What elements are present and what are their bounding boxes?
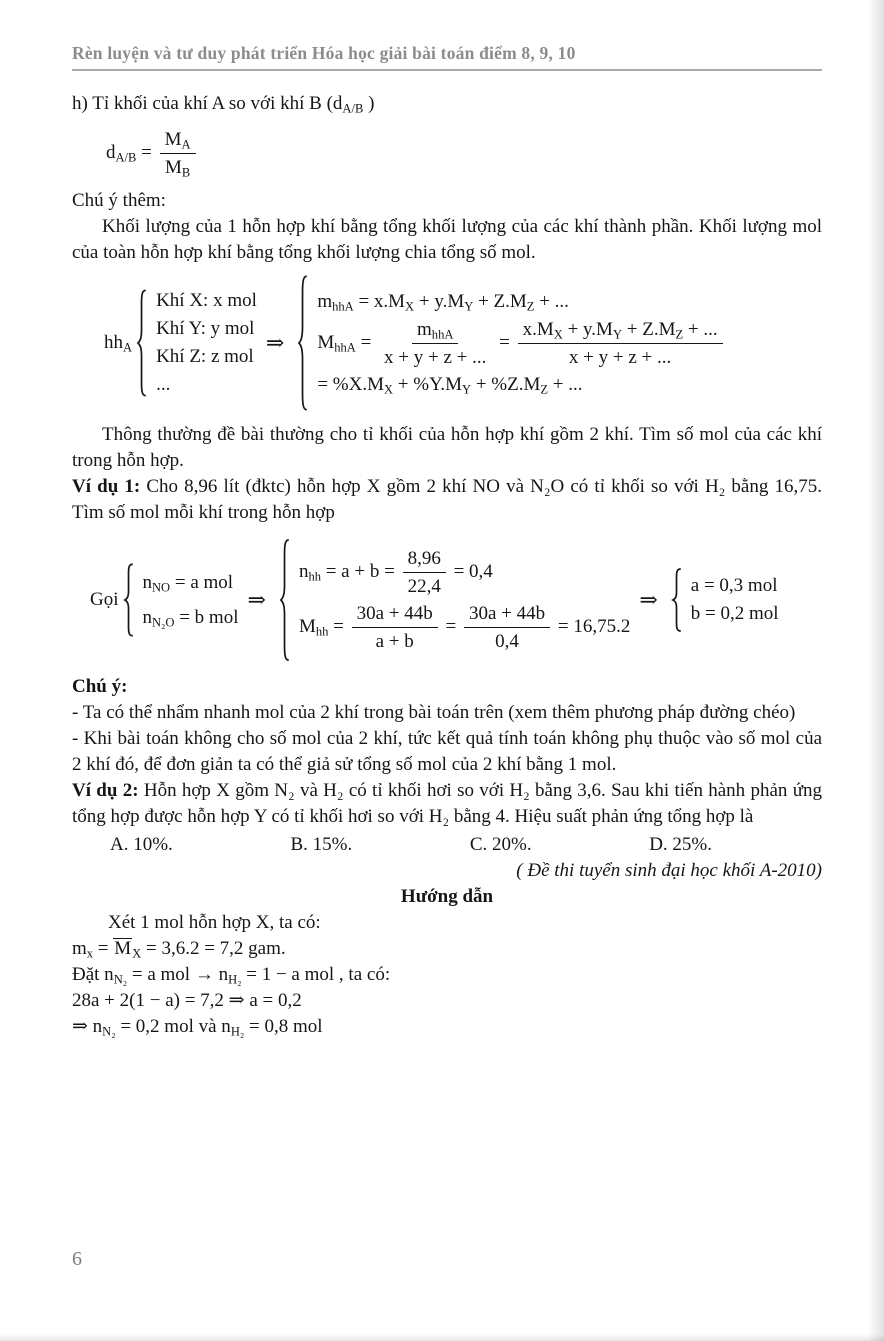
answer-option-c: C. 20%. (469, 834, 532, 855)
gas-y-line: Khí Y: y mol (156, 318, 255, 339)
curly-brace-icon (136, 287, 149, 399)
gas-components-stack (152, 288, 257, 398)
total-mol-equation: $n_{hh} = a + b$ = $\frac{8,96}{22,4}$ = 0,4 (298, 548, 493, 597)
chu-y-bullet-1: - Ta có thể nhẩm nhanh mol của 2 khí trong bài toán trên (xem thêm phương pháp đường chéo) (72, 702, 796, 723)
page-content (72, 91, 822, 1040)
formula-d-a-b: $d_{A/B}$ = $\frac{M_A}{M_B}$ (106, 127, 822, 180)
solution-title: Hướng dẫn (400, 886, 494, 907)
section-h-heading: h) Tỉ khối của khí A so với khí B ($d_{A/B}$ ) (72, 93, 375, 116)
example-2-label: Ví dụ 2: (72, 780, 139, 801)
example-2-paragraph (72, 778, 822, 830)
exam-source: ( Đề thi tuyển sinh đại học khối A-2010) (516, 860, 822, 881)
page-header (72, 42, 822, 71)
answer-options-row (110, 832, 712, 858)
mol-n2o-line: $n_{N_2O} = b$ mol (142, 606, 239, 629)
mol-no-line: $n_{NO} = a$ mol (142, 571, 234, 594)
note-them-label: Chú ý thêm: (72, 190, 166, 211)
average-mass-equation: $M_{hh}$ = $\frac{30a + 44b}{a + b}$ = $\frac{30a + 44b}{0,4}$ = 16,75.2 (298, 603, 631, 652)
curly-brace-icon (279, 536, 292, 664)
solution-line-3: Đặt $n_{N_2} = a$ mol → $n_{H_2} = 1 - a$ mol , ta có: (72, 964, 391, 987)
example-1-paragraph (72, 474, 822, 526)
curly-brace-icon (671, 567, 684, 633)
solution-line-2: $m_x = M_X = 3,6.2 = 7,2$ gam. (72, 938, 286, 961)
implies-arrow: ⇒ (247, 587, 266, 612)
answer-option-b: B. 15%. (290, 834, 353, 855)
mass-equations-stack (313, 289, 725, 398)
scan-edge-shading-right (868, 0, 884, 1341)
percent-equation: = $\%X.M_X + \%Y.M_Y + \%Z.M_Z$ + ... (317, 373, 583, 396)
chu-y-bullet-2: - Khi bài toán không cho số mol của 2 khí, tức kết quả tính toán không phụ thuộc vào số mol của 2 khí đó, để đơn giản ta có thể giả sử tổng số mol của 2 khí bằng 1 mol. (72, 728, 822, 775)
implies-arrow: ⇒ (265, 330, 285, 355)
mass-sum-equation: $m_{hhA} = x.M_X + y.M_Y + Z.M_Z$ + ... (317, 290, 569, 313)
goi-label: Gọi (90, 589, 119, 610)
molar-mass-equation: $M_{hhA}$ = $\frac{m_{hhA}}{x + y + z + ...}$ = $\frac{x.M_X + y.M_Y + Z.M_Z + ...}{x + y + z + ...}$ (317, 317, 725, 370)
example-1-system (90, 536, 822, 664)
paragraph-thong-thuong: Thông thường đề bài thường cho tỉ khối của hỗn hợp khí gồm 2 khí. Tìm số mol của các khí trong hỗn hợp. (72, 424, 822, 471)
curly-brace-icon (123, 562, 136, 638)
gas-x-line: Khí X: x mol (156, 290, 257, 311)
solution-line-4: 28a + 2(1 − a) = 7,2 ⇒ a = 0,2 (72, 990, 302, 1011)
chu-y-label: Chú ý: (72, 676, 128, 697)
page-number: 6 (72, 1248, 82, 1270)
example-1-text: Cho 8,96 lít (đktc) hỗn hợp X gồm 2 khí NO và N₂O có tỉ khối so với H₂ bằng 16,75. Tìm số mol mỗi khí trong hỗn hợp (72, 476, 822, 523)
results-stack (687, 573, 779, 627)
scan-edge-shading-bottom (0, 1334, 884, 1341)
answer-option-d: D. 25%. (649, 834, 712, 855)
mixture-mass-system (104, 272, 822, 414)
note-them-paragraph: Khối lượng của 1 hỗn hợp khí bằng tổng khối lượng của các khí thành phần. Khối lượng mol của toàn hỗn hợp khí bằng tổng khối lượng chia tổng số mol. (72, 216, 822, 263)
unknowns-stack (139, 570, 239, 631)
header-divider (72, 69, 822, 71)
header-title: Rèn luyện và tư duy phát triển Hóa học giải bài toán điểm 8, 9, 10 (72, 43, 576, 63)
solution-line-1: Xét 1 mol hỗn hợp X, ta có: (108, 912, 321, 933)
example-2-text: Hỗn hợp X gồm N₂ và H₂ có tỉ khối hơi so với H₂ bằng 3,6. Sau khi tiến hành phản ứng tổng hợp được hỗn hợp Y có tỉ khối hơi so với H₂ bằng 4. Hiệu suất phản ứng tổng hợp là (72, 780, 822, 827)
gas-ellipsis-line: ... (156, 374, 171, 395)
result-a-line: a = 0,3 mol (690, 575, 778, 596)
implies-arrow: ⇒ (639, 587, 658, 612)
system-lhs-hha: $hh_A$ (104, 332, 133, 355)
solution-line-5: ⇒ $n_{N_2} = 0,2$ mol và $n_{H_2} = 0,8$ mol (72, 1016, 323, 1039)
result-b-line: b = 0,2 mol (690, 603, 779, 624)
equations-stack (295, 546, 630, 654)
gas-z-line: Khí Z: z mol (156, 346, 254, 367)
answer-option-a: A. 10%. (110, 834, 173, 855)
curly-brace-icon (297, 272, 310, 414)
example-1-label: Ví dụ 1: (72, 476, 141, 497)
